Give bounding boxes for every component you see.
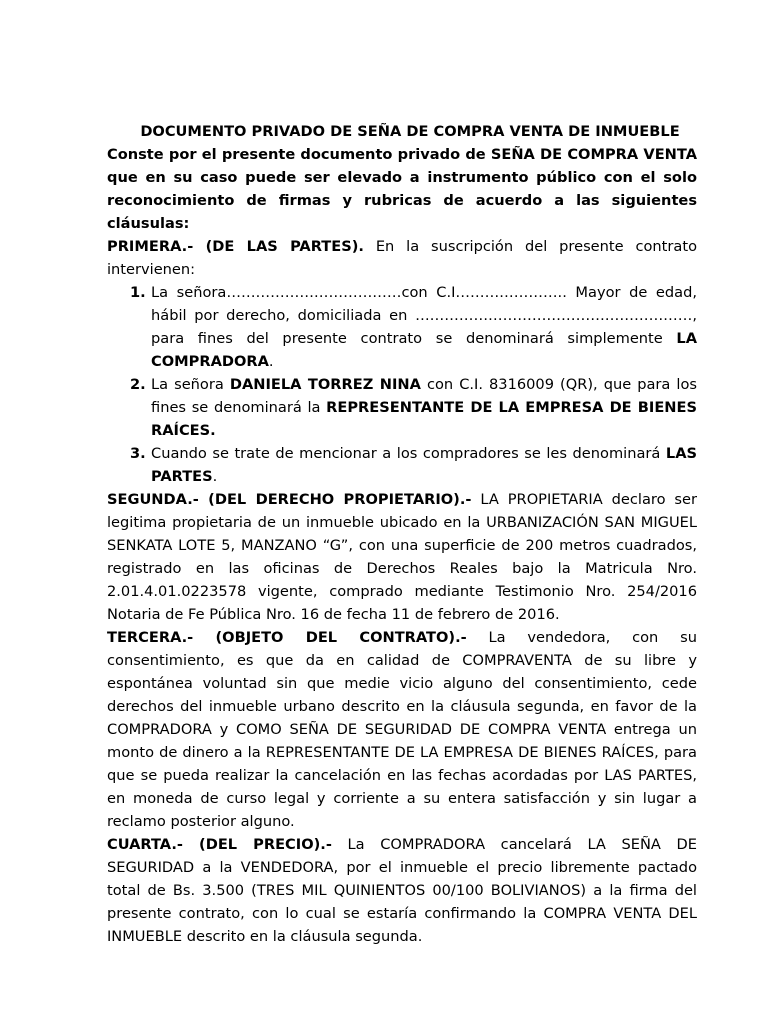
list-item-number: 3. (130, 445, 146, 462)
clause-tercera-heading: TERCERA.- (OBJETO DEL CONTRATO).- (107, 629, 467, 646)
party-1-text: La señora………………………………con C.I………………….. Mayor de edad, hábil por derecho, domiciliada en …………………………………………………, para fines del presente contrato se denominará simplemente (151, 284, 697, 347)
party-2-name: DANIELA TORREZ NINA (229, 376, 421, 393)
party-2-role: REPRESENTANTE DE LA EMPRESA DE BIENES RAÍCES. (151, 399, 697, 439)
clause-segunda-text: LA PROPIETARIA declaro ser legitima propietaria de un inmueble ubicado en la URBANIZACIÓN SAN MIGUEL SENKATA LOTE 5, MANZANO “G”, con una superficie de 200 metros cuadrados, registrado en las oficinas de Derechos Reales bajo la Matricula Nro. 2.01.4.01.0223578 vigente, comprado mediante Testimonio Nro. 254/2016 Notaria de Fe Pública Nro. 16 de fecha 11 de febrero de 2016. (107, 491, 697, 623)
list-item (107, 442, 697, 488)
party-1-role: LA COMPRADORA (151, 330, 697, 370)
clause-cuarta-text: La COMPRADORA cancelará LA SEÑA DE SEGURIDAD a la VENDEDORA, por el inmueble el precio libremente pactado total de Bs. 3.500 (TRES MIL QUINIENTOS 00/100 BOLIVIANOS) a la firma del presente contrato, con lo cual se estaría confirmando la COMPRA VENTA DEL INMUEBLE descrito en la cláusula segunda. (107, 836, 697, 945)
document-title: DOCUMENTO PRIVADO DE SEÑA DE COMPRA VENTA DE INMUEBLE (140, 123, 680, 140)
list-item (107, 373, 697, 442)
party-2-mid: con C.I. 8316009 (QR), que para los fines se denominará la (151, 376, 697, 416)
clause-tercera (107, 626, 697, 833)
parties-list (107, 281, 697, 488)
list-item-number: 2. (130, 376, 146, 393)
clause-tercera-text: La vendedora, con su consentimiento, es que da en calidad de COMPRAVENTA de su libre y espontánea voluntad sin que medie vicio alguno del consentimiento, cede derechos del inmueble urbano descrito en la cláusula segunda, en favor de la COMPRADORA y COMO SEÑA DE SEGURIDAD DE COMPRA VENTA entrega un monto de dinero a la REPRESENTANTE DE LA EMPRESA DE BIENES RAÍCES, para que se pueda realizar la cancelación en las fechas acordadas por LAS PARTES, en moneda de curso legal y corriente a su entera satisfacción y sin lugar a reclamo posterior alguno. (107, 629, 697, 830)
clause-primera (107, 235, 697, 281)
clause-cuarta (107, 833, 697, 948)
list-item-number: 1. (130, 284, 146, 301)
clause-primera-heading: PRIMERA.- (DE LAS PARTES). (107, 238, 364, 255)
clause-segunda (107, 488, 697, 626)
list-item (107, 281, 697, 373)
clause-segunda-heading: SEGUNDA.- (DEL DERECHO PROPIETARIO).- (107, 491, 472, 508)
party-3-role: LAS PARTES (151, 445, 697, 485)
clause-cuarta-heading: CUARTA.- (DEL PRECIO).- (107, 836, 332, 853)
intro-paragraph: Conste por el presente documento privado de SEÑA DE COMPRA VENTA que en su caso puede ser elevado a instrumento público con el solo reconocimiento de firmas y rubricas de acuerdo a las siguientes cláusulas: (107, 146, 697, 232)
clause-primera-text: En la suscripción del presente contrato intervienen: (107, 238, 697, 278)
party-2-text: La señora (151, 376, 230, 393)
party-3-end: . (212, 468, 218, 485)
party-1-end: . (268, 353, 274, 370)
party-3-text: Cuando se trate de mencionar a los compradores se les denominará (151, 445, 666, 462)
document-page (107, 120, 697, 948)
